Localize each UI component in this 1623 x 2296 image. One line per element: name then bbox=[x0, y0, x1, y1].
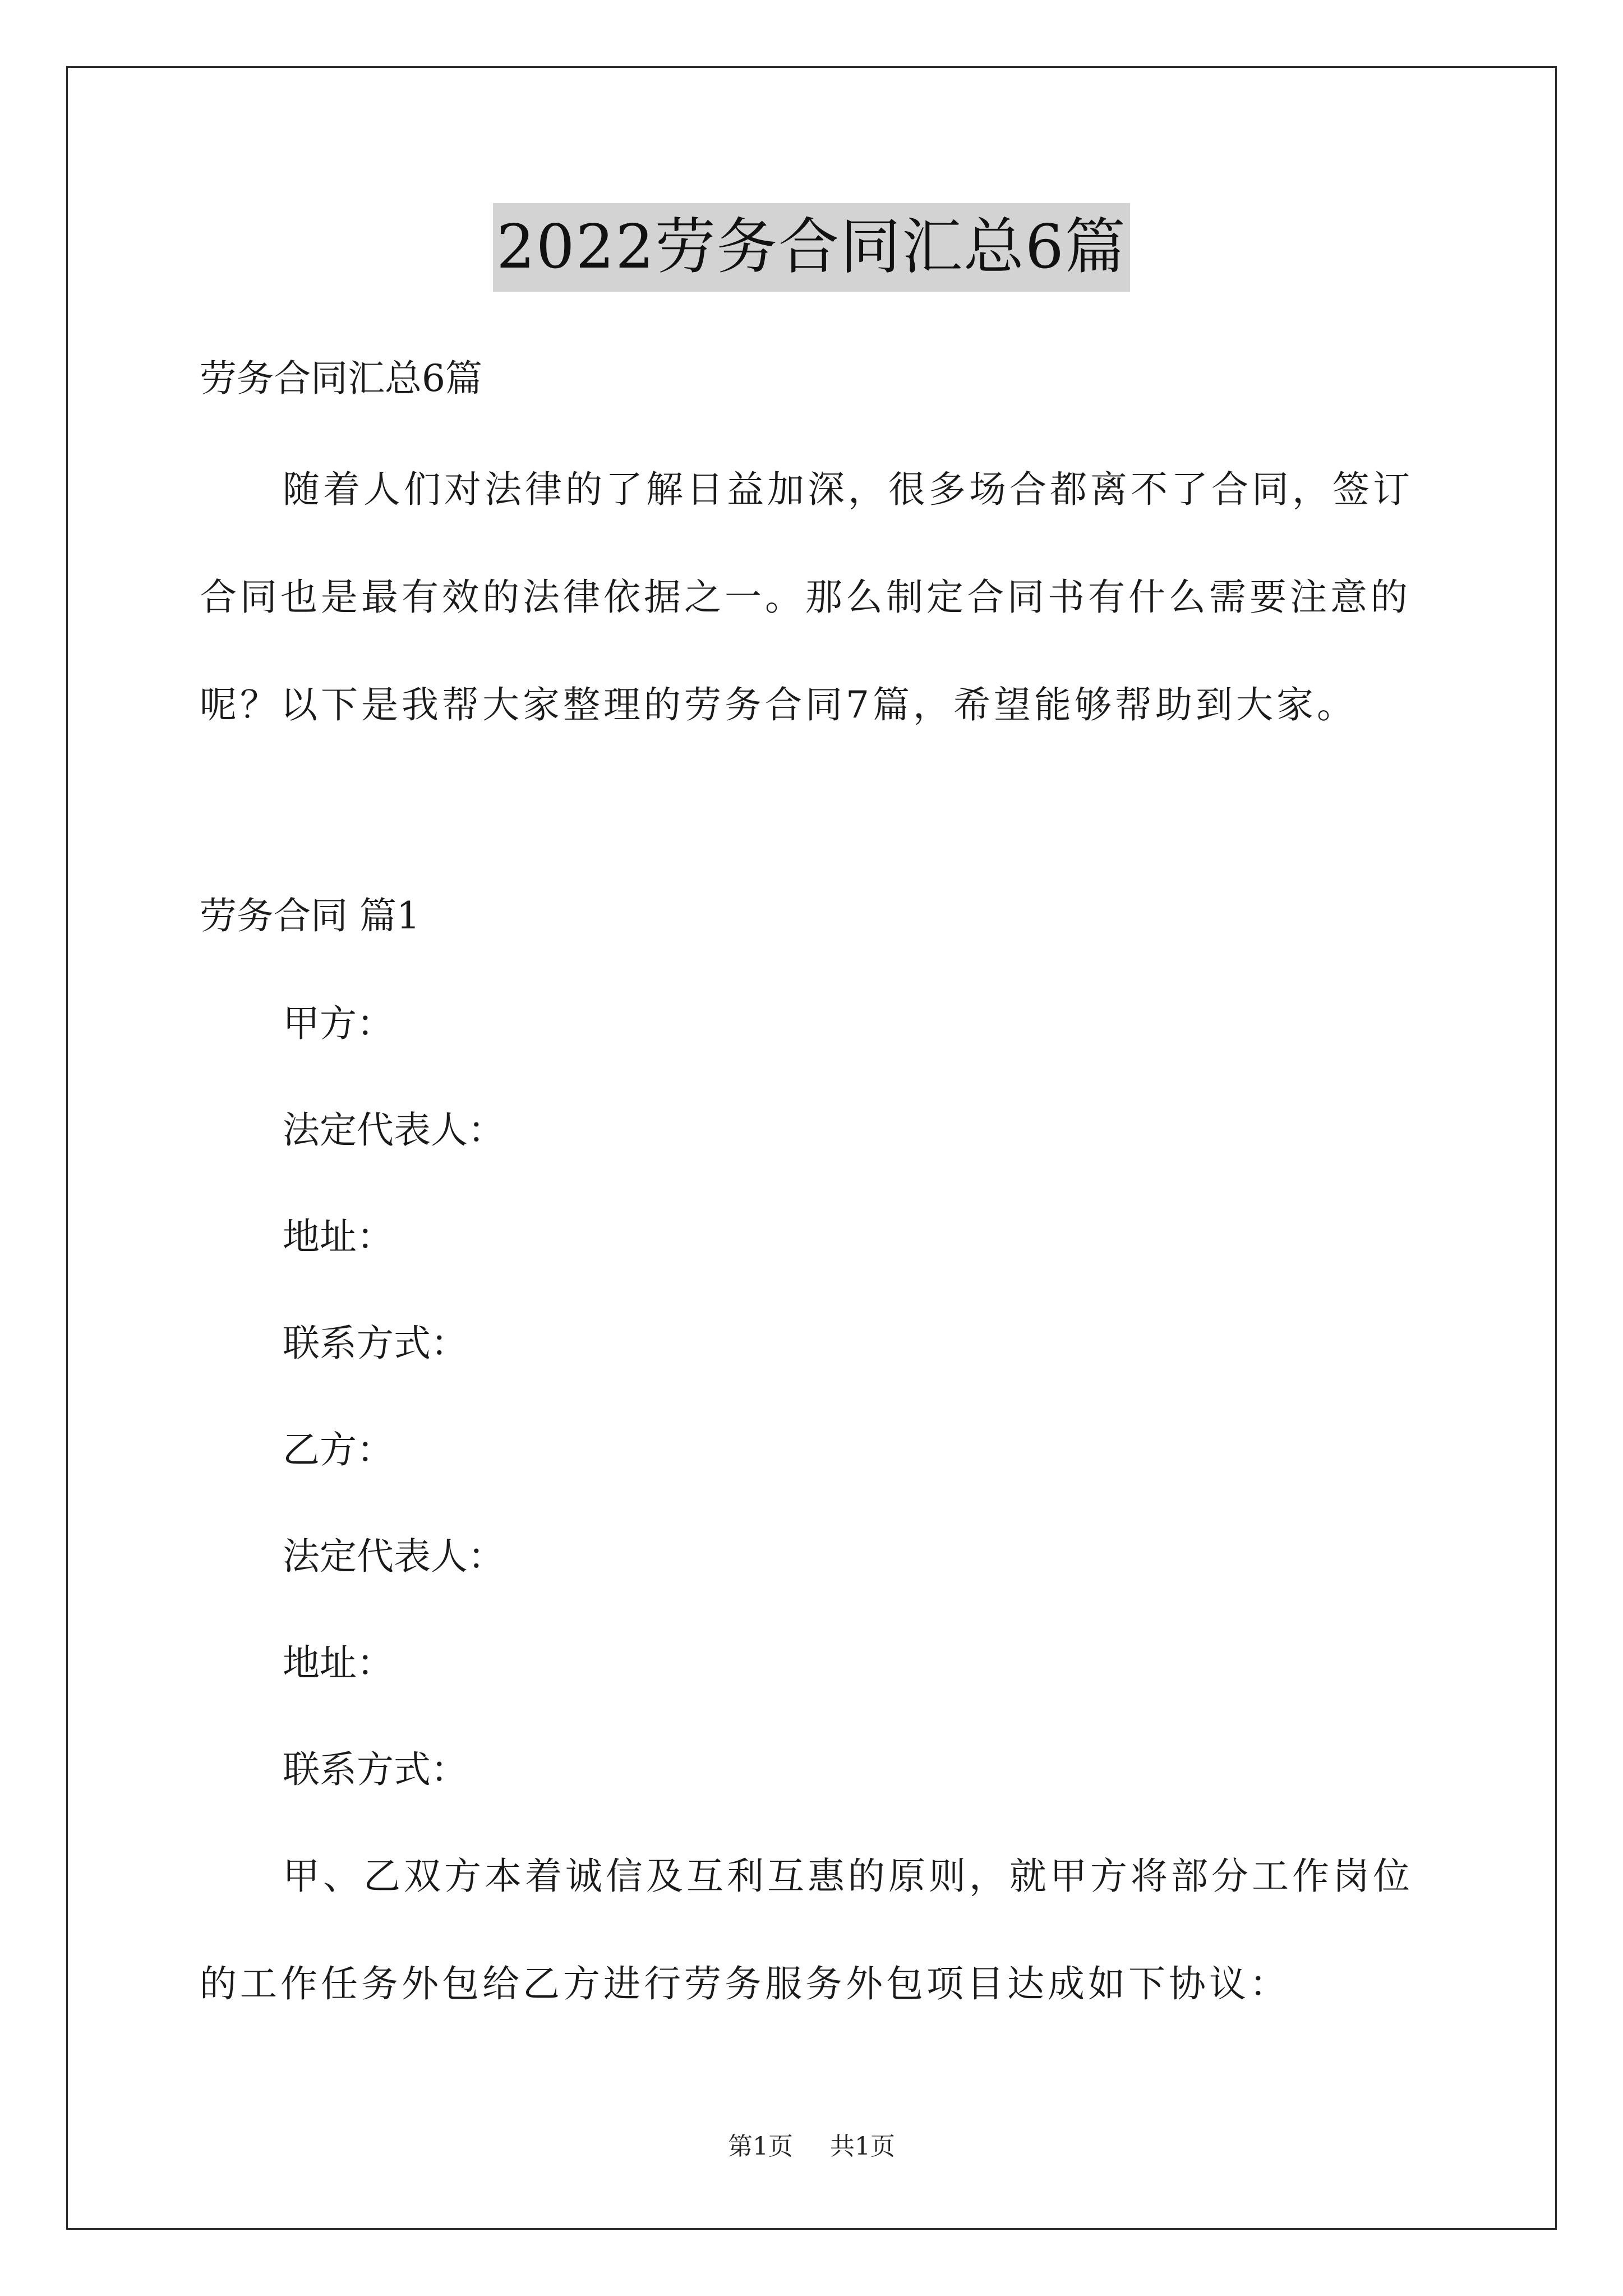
title-container bbox=[0, 203, 1623, 292]
party-b-contact: 联系方式： bbox=[283, 1748, 468, 1791]
party-b-representative: 法定代表人： bbox=[283, 1535, 505, 1578]
document-subtitle: 劳务合同汇总6篇 bbox=[200, 357, 482, 400]
page-number-current: 第1页 bbox=[728, 2132, 793, 2161]
page-footer bbox=[0, 2130, 1623, 2164]
agreement-line-2: 的工作任务外包给乙方进行劳务服务外包项目达成如下协议： bbox=[200, 1962, 1290, 2005]
party-b-address: 地址： bbox=[283, 1641, 394, 1685]
intro-line-2: 合同也是最有效的法律依据之一。那么制定合同书有什么需要注意的 bbox=[200, 576, 1411, 619]
page-number-total: 共1页 bbox=[830, 2132, 895, 2161]
party-a-representative: 法定代表人： bbox=[283, 1108, 505, 1152]
party-a-label: 甲方： bbox=[283, 1002, 394, 1045]
party-a-address: 地址： bbox=[283, 1215, 394, 1258]
intro-line-3: 呢？以下是我帮大家整理的劳务合同7篇，希望能够帮助到大家。 bbox=[200, 683, 1357, 726]
party-a-contact: 联系方式： bbox=[283, 1322, 468, 1365]
intro-line-1: 随着人们对法律的了解日益加深，很多场合都离不了合同，签订 bbox=[283, 468, 1413, 511]
section-heading: 劳务合同 篇1 bbox=[200, 894, 420, 937]
document-title: 2022劳务合同汇总6篇 bbox=[493, 203, 1130, 292]
agreement-line-1: 甲、乙双方本着诚信及互利互惠的原则，就甲方将部分工作岗位 bbox=[283, 1855, 1413, 1898]
party-b-label: 乙方： bbox=[283, 1428, 394, 1471]
